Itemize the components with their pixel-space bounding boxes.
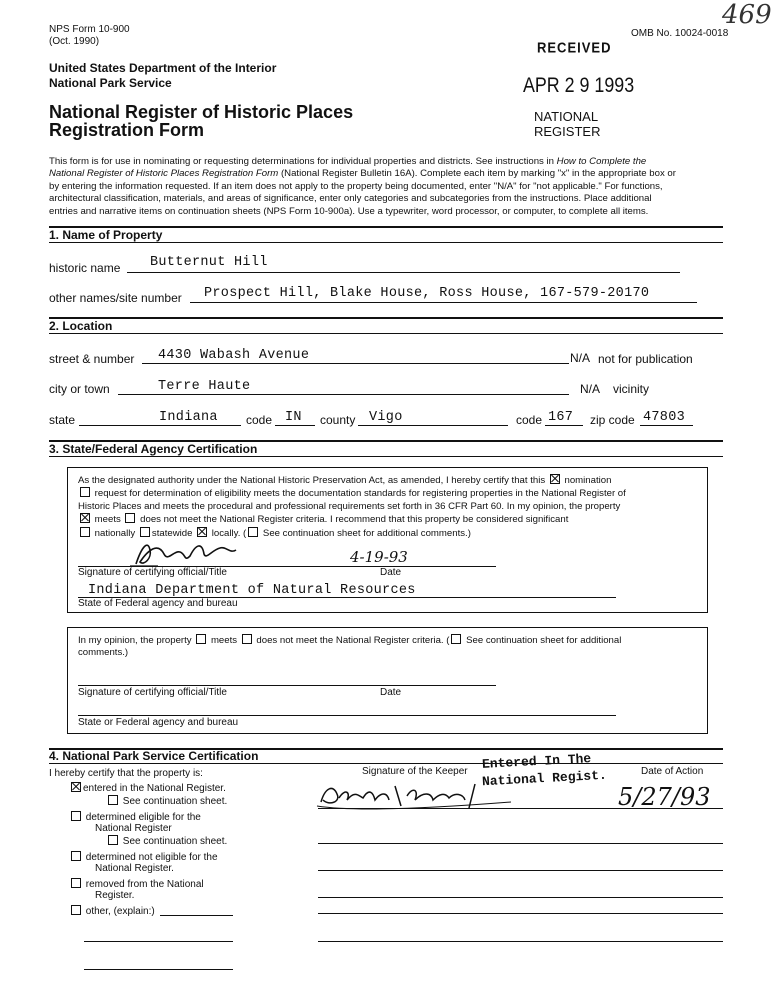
form-title: National Register of Historic Places (49, 102, 354, 122)
meets-checkbox[interactable] (80, 513, 90, 523)
option-eligible-line2: National Register (95, 823, 172, 834)
date-of-action-label: Date of Action (641, 766, 704, 777)
other-names-field[interactable]: Prospect Hill, Blake House, Ross House, 167-579-20170 (204, 286, 650, 301)
keeper-signature-label: Signature of the Keeper (362, 766, 468, 777)
county-code-label: code (516, 413, 543, 427)
omb-number: OMB No. 10024-0018 (631, 28, 729, 39)
entered-stamp-line1: Entered In The (481, 751, 592, 772)
stamp-national: NATIONAL (534, 109, 599, 124)
department-name: United States Department of the Interior (49, 61, 277, 75)
other-checkbox[interactable] (71, 905, 81, 915)
nomination-checkbox[interactable] (550, 474, 560, 484)
received-date-stamp: APR 2 9 1993 (523, 74, 635, 97)
entered-continuation-checkbox[interactable] (108, 795, 118, 805)
agency-field[interactable]: Indiana Department of Natural Resources (88, 583, 416, 598)
street-label: street & number (49, 352, 135, 366)
does-not-meet-checkbox[interactable] (125, 513, 135, 523)
state-code-field[interactable]: IN (285, 410, 302, 425)
state-label: state (49, 413, 76, 427)
received-stamp: RECEIVED (537, 39, 612, 56)
certifying-date-handwritten: 4-19-93 (350, 548, 408, 566)
form-subtitle: Registration Form (49, 120, 205, 140)
opinion-signature-label: Signature of certifying official/Title (78, 687, 227, 698)
opinion-text: In my opinion, the property meets does not meet the National Register criteria. ( See continuation sheet for additional comments.) (78, 635, 622, 659)
certifying-signature-label: Signature of certifying official/Title (78, 567, 227, 578)
other-names-label: other names/site number (49, 291, 182, 305)
entered-checkbox[interactable] (71, 782, 81, 792)
option-eligible: determined eligible for the (69, 811, 201, 824)
opinion-agency-label: State or Federal agency and bureau (78, 717, 239, 728)
option-other: other, (explain:) (69, 905, 155, 918)
city-field[interactable]: Terre Haute (158, 379, 251, 394)
form-number: NPS Form 10-900 (49, 24, 130, 35)
state-code-label: code (246, 413, 273, 427)
option-not-eligible-line2: National Register. (95, 863, 174, 874)
historic-name-field[interactable]: Butternut Hill (150, 255, 268, 270)
street-field[interactable]: 4430 Wabash Avenue (158, 348, 310, 363)
state-field[interactable]: Indiana (159, 410, 218, 425)
removed-checkbox[interactable] (71, 878, 81, 888)
option-entered: entered in the National Register. (69, 782, 226, 795)
state-certification-text: As the designated authority under the National Historic Preservation Act, as amended, I hereby certify that this nomination request for determination of eligibility meets the documentation standards for registering properties in the National Register of Historic Places and meets the procedural and professional requirements set forth in 36 CFR Part 60. In my opinion, the property meets does not meet the National Register criteria. I recommend that this property be considered significant nationally statewide locally. ( See continuation sheet for additional comments.) (78, 475, 626, 539)
certifying-date-label: Date (380, 567, 402, 578)
form-date: (Oct. 1990) (49, 36, 100, 47)
certify-statement: I hereby certify that the property is: (49, 768, 203, 779)
nationally-checkbox[interactable] (80, 527, 90, 537)
historic-name-label: historic name (49, 261, 121, 275)
keeper-signature (315, 778, 515, 812)
action-date-handwritten: 5/27/93 (618, 783, 711, 811)
vicinity-na[interactable]: N/A (580, 382, 601, 396)
city-label: city or town (49, 382, 110, 396)
option-removed-line2: Register. (95, 890, 135, 901)
vicinity-label: vicinity (613, 382, 650, 396)
not-for-publication-na[interactable]: N/A (570, 351, 591, 365)
section-1-heading: 1. Name of Property (49, 228, 163, 242)
handwritten-corner-note: 469 (722, 0, 772, 30)
county-label: county (320, 413, 356, 427)
service-name: National Park Service (49, 76, 172, 90)
option-not-eligible: determined not eligible for the (69, 851, 218, 864)
see-continuation-checkbox[interactable] (248, 527, 258, 537)
stamp-register: REGISTER (534, 124, 601, 139)
not-for-publication-label: not for publication (598, 352, 693, 366)
eligible-continuation-checkbox[interactable] (108, 835, 118, 845)
request-determination-checkbox[interactable] (80, 487, 90, 497)
agency-label: State of Federal agency and bureau (78, 598, 238, 609)
opinion-see-continuation-checkbox[interactable] (451, 634, 461, 644)
opinion-date-label: Date (380, 687, 402, 698)
zip-field[interactable]: 47803 (643, 410, 686, 425)
not-eligible-checkbox[interactable] (71, 851, 81, 861)
county-field[interactable]: Vigo (369, 410, 403, 425)
option-removed: removed from the National (69, 878, 204, 891)
opinion-does-not-meet-checkbox[interactable] (242, 634, 252, 644)
section-3-heading: 3. State/Federal Agency Certification (49, 442, 258, 456)
certifying-official-signature (128, 536, 248, 570)
zip-label: zip code (590, 413, 635, 427)
section-4-heading: 4. National Park Service Certification (49, 749, 259, 763)
entered-stamp-line2: National Regist. (481, 767, 608, 790)
eligible-checkbox[interactable] (71, 811, 81, 821)
county-code-field[interactable]: 167 (548, 410, 574, 425)
instructions-paragraph: This form is for use in nominating or requesting determinations for individual properties and districts. See instructions in How to Complete the National Register of Historic Places Registration Form (National Register Bulletin 16A). Complete each item by marking "x" in the appropriate box or by entering the information requested. If an item does not apply to the property being documented, enter "N/A" for "not applicable." For functions, architectural classification, materials, and areas of significance, enter only categories and subcategories from the instructions. Place additional entries and narrative items on continuation sheets (NPS Form 10-900a). Use a typewriter, word processor, or computer, to complete all items. (49, 156, 676, 217)
section-2-heading: 2. Location (49, 319, 113, 333)
option-entered-continuation: See continuation sheet. (106, 795, 227, 808)
opinion-meets-checkbox[interactable] (196, 634, 206, 644)
option-eligible-continuation: See continuation sheet. (106, 835, 227, 848)
